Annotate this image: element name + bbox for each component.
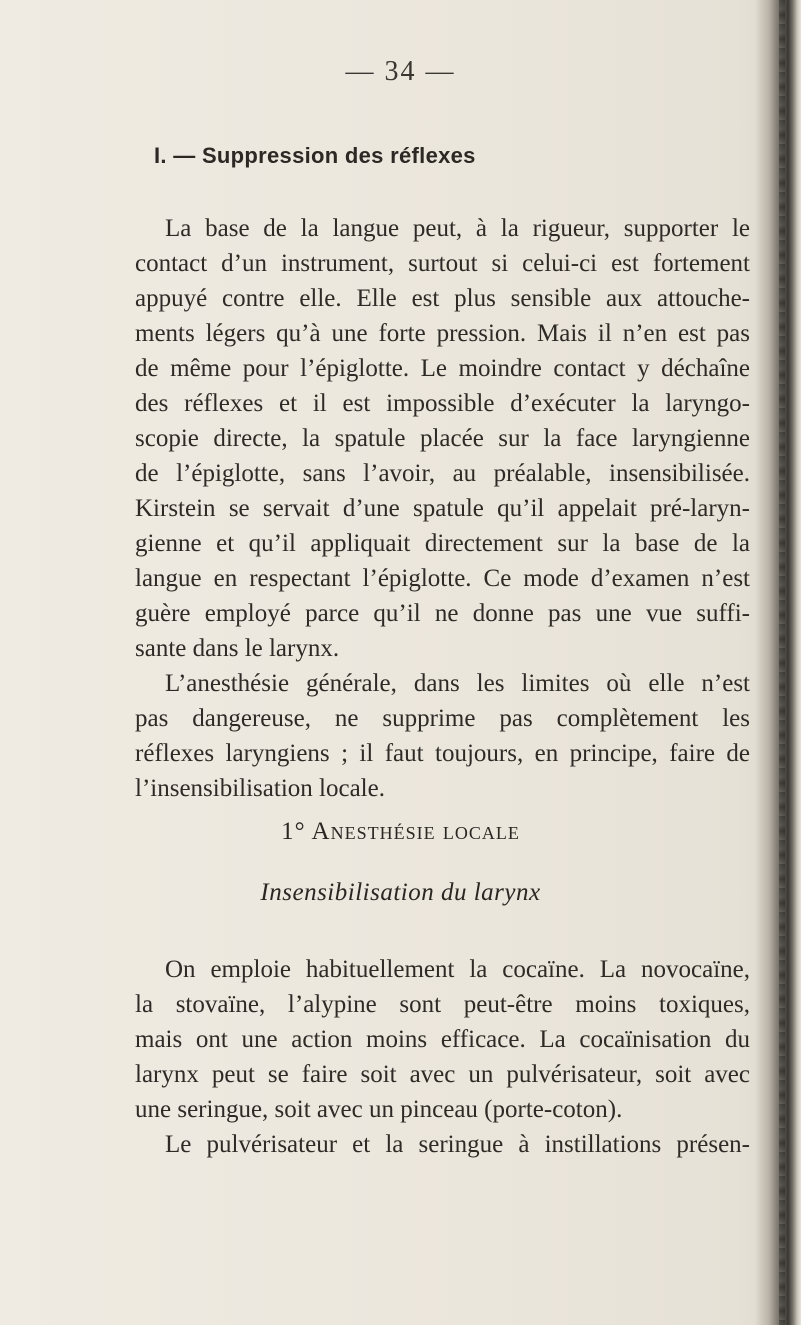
paragraph-line: mais ont une action moins efficace. La cocaïnisation du: [135, 1026, 750, 1053]
paragraph-line: contact d’un instrument, surtout si celui-ci est fortement: [135, 250, 750, 277]
paragraph-line: de l’épiglotte, sans l’avoir, au préalable, insensibilisée.: [135, 460, 750, 487]
paragraph-line: ments légers qu’à une forte pression. Mais il n’en est pas: [135, 320, 750, 347]
paragraph-line: appuyé contre elle. Elle est plus sensible aux attouche-: [135, 285, 750, 312]
paragraph-line: scopie directe, la spatule placée sur la face laryngienne: [135, 425, 750, 452]
paragraph-line: Kirstein se servait d’une spatule qu’il appelait pré-laryn-: [135, 495, 750, 522]
paragraph-line: On emploie habituellement la cocaïne. La novocaïne,: [165, 956, 750, 983]
paragraph-line: L’anesthésie générale, dans les limites où elle n’est: [165, 670, 750, 697]
page-number: — 34 —: [345, 56, 456, 87]
paragraph-line: guère employé parce qu’il ne donne pas une vue suffi-: [135, 600, 750, 627]
paragraph-line: gienne et qu’il appliquait directement sur la base de la: [135, 530, 750, 557]
paragraph-line: des réflexes et il est impossible d’exécuter la laryngo-: [135, 390, 750, 417]
paragraph-line: larynx peut se faire soit avec un pulvérisateur, soit avec: [135, 1061, 750, 1088]
subsection-title: 1° Anesthésie locale: [281, 818, 520, 845]
paragraph-line: une seringue, soit avec un pinceau (porte-coton).: [135, 1096, 623, 1123]
paragraph-line: langue en respectant l’épiglotte. Ce mode d’examen n’est: [135, 565, 750, 592]
paragraph-line: de même pour l’épiglotte. Le moindre contact y déchaîne: [135, 355, 750, 382]
paragraph-line: réflexes laryngiens ; il faut toujours, en principe, faire de: [135, 740, 750, 767]
paragraph-line: sante dans le larynx.: [135, 635, 340, 662]
paragraph-line: Le pulvérisateur et la seringue à instillations présen-: [165, 1131, 750, 1158]
paragraph-line: l’insensibilisation locale.: [135, 775, 385, 802]
page-binding-edge: [755, 0, 801, 1325]
paragraph-line: La base de la langue peut, à la rigueur, supporter le: [165, 215, 750, 242]
subsection-subtitle: Insensibilisation du larynx: [260, 879, 541, 906]
section-heading: I. — Suppression des réflexes: [154, 143, 476, 168]
paragraph-line: pas dangereuse, ne supprime pas complètement les: [135, 705, 750, 732]
paragraph-line: la stovaïne, l’alypine sont peut-être moins toxiques,: [135, 991, 750, 1018]
